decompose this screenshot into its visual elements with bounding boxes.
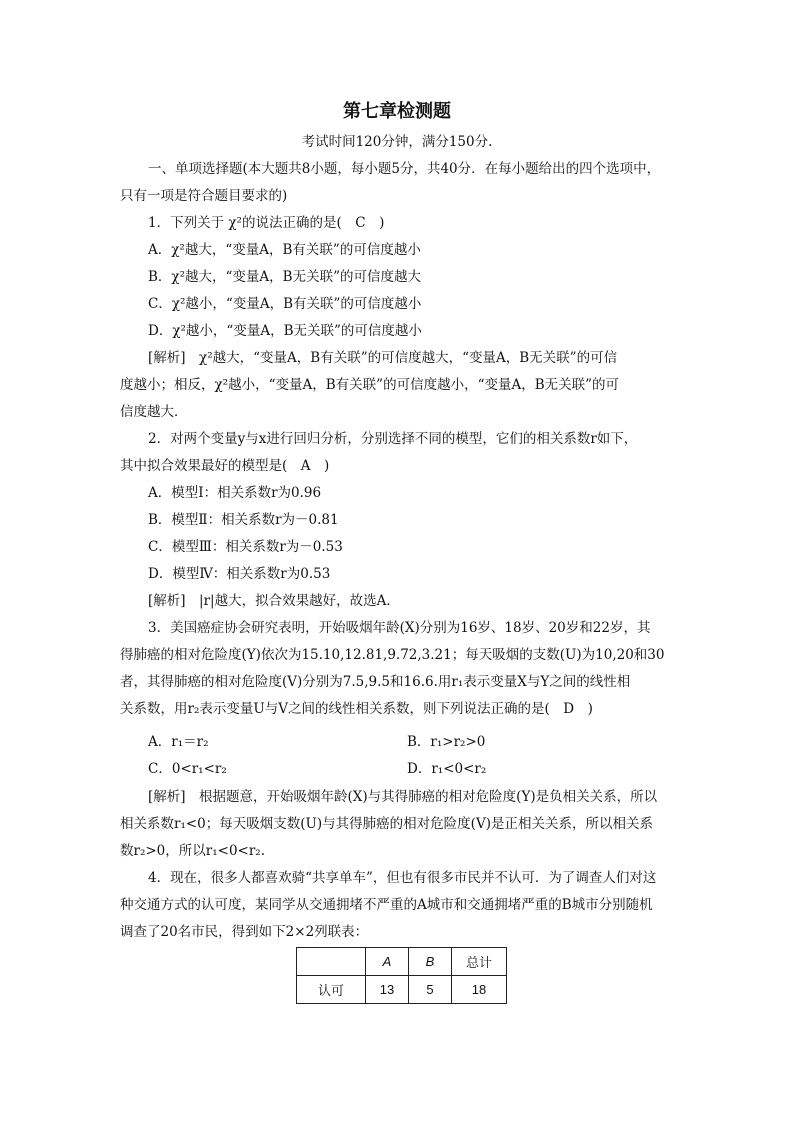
section-instruction-line1: 一、单项选择题(本大题共8小题，每小题5分，共40分．在每小题给出的四个选项中，	[148, 161, 661, 177]
q2-option-a: A．模型Ⅰ：相关系数r为0.96	[148, 485, 322, 501]
exam-info: 考试时间120分钟，满分150分.	[301, 134, 493, 150]
q3-stem-3: 者，其得肺癌的相对危险度(V)分别为7.5,9.5和16.6.用r₁表示变量X与Y之间的线性相	[120, 674, 631, 690]
table-header-row	[297, 948, 507, 976]
q1-stem: 1．下列关于 χ²的说法正确的是( C )	[148, 215, 385, 231]
section-instruction-line2: 只有一项是符合题目要求的)	[120, 188, 288, 204]
q1-explanation-2: 度越小；相反，χ²越小，“变量A，B有关联”的可信度越小，“变量A，B无关联”的可	[120, 377, 620, 393]
table-cell: 认可	[297, 976, 366, 1004]
table-row	[297, 976, 507, 1004]
q1-explanation-1: [解析] χ²越大，“变量A，B有关联”的可信度越大，“变量A，B无关联”的可信	[148, 350, 618, 366]
q3-option-b: B．r₁>r₂>0	[407, 734, 486, 750]
q2-option-b: B．模型Ⅱ：相关系数r为－0.81	[148, 512, 339, 528]
table-cell: 18	[452, 976, 507, 1004]
q3-stem-1: 3．美国癌症协会研究表明，开始吸烟年龄(X)分别为16岁、18岁、20岁和22岁，其	[148, 620, 651, 636]
q3-option-c: C．0<r₁<r₂	[148, 761, 227, 777]
page-title: 第七章检测题	[343, 101, 451, 122]
q4-stem-3: 调查了20名市民，得到如下2×2列联表：	[120, 924, 369, 940]
table-cell: 5	[409, 976, 452, 1004]
q3-option-a: A．r₁＝r₂	[148, 734, 209, 750]
q3-option-d: D．r₁<0<r₂	[407, 761, 487, 777]
q2-explanation: [解析] |r|越大，拟合效果越好，故选A．	[148, 593, 400, 609]
q4-stem-2: 种交通方式的认可度，某同学从交通拥堵不严重的A城市和交通拥堵严重的B城市分别随机	[120, 897, 653, 913]
table-header-cell: B	[409, 948, 452, 976]
contingency-table	[296, 947, 507, 1004]
q1-option-a: A．χ²越大，“变量A，B有关联”的可信度越小	[148, 242, 421, 258]
q1-explanation-3: 信度越大．	[120, 404, 188, 420]
q3-explanation-2: 相关系数r₁<0；每天吸烟支数(U)与其得肺癌的相对危险度(V)是正相关关系，所以相关系	[120, 816, 653, 832]
q2-stem-1: 2．对两个变量y与x进行回归分析，分别选择不同的模型，它们的相关系数r如下，	[148, 431, 638, 447]
table-header-cell: A	[366, 948, 409, 976]
q3-explanation-1: [解析] 根据题意，开始吸烟年龄(X)与其得肺癌的相对危险度(Y)是负相关关系，所以	[148, 789, 658, 805]
q3-explanation-3: 数r₂>0，所以r₁<0<r₂.	[120, 843, 265, 859]
q2-stem-2: 其中拟合效果最好的模型是( A )	[120, 458, 330, 474]
q3-stem-4: 关系数，用r₂表示变量U与V之间的线性相关系数，则下列说法正确的是( D )	[120, 701, 593, 717]
table-header-cell	[297, 948, 366, 976]
q1-option-c: C．χ²越小，“变量A，B有关联”的可信度越小	[148, 296, 422, 312]
table-cell: 13	[366, 976, 409, 1004]
q2-option-d: D．模型Ⅳ：相关系数r为0.53	[148, 566, 331, 582]
q1-option-b: B．χ²越大，“变量A，B无关联”的可信度越大	[148, 269, 421, 285]
q4-stem-1: 4．现在，很多人都喜欢骑“共享单车”，但也有很多市民并不认可．为了调查人们对这	[148, 870, 657, 886]
q2-option-c: C．模型Ⅲ：相关系数r为－0.53	[148, 539, 343, 555]
q3-stem-2: 得肺癌的相对危险度(Y)依次为15.10,12.81,9.72,3.21；每天吸烟的支数(U)为10,20和30	[120, 647, 665, 663]
table-header-cell: 总计	[452, 948, 507, 976]
q1-option-d: D．χ²越小，“变量A，B无关联”的可信度越小	[148, 323, 422, 339]
